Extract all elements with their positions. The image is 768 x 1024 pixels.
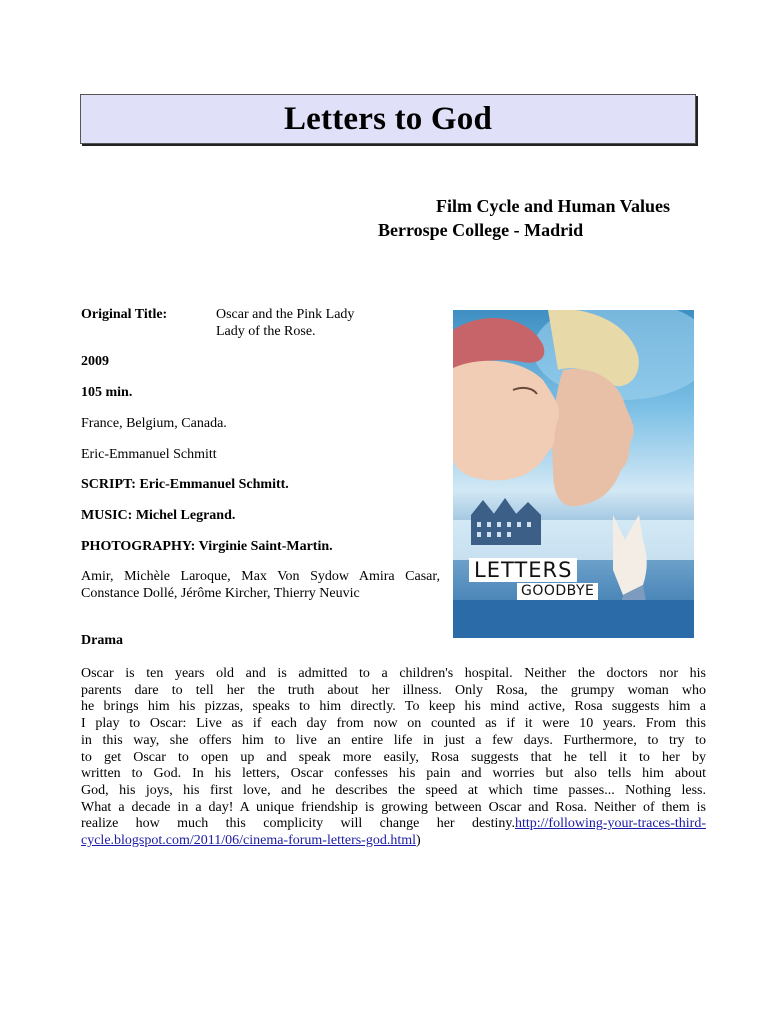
synopsis xyxy=(81,666,706,850)
closing-paren: ) xyxy=(416,833,421,849)
photography-credit xyxy=(81,539,333,555)
page-title: Letters to God xyxy=(283,100,493,137)
synopsis-line: in this way, she offers him to live an entire life in just a few days. Furthermore, to try to xyxy=(81,732,706,748)
poster-title-word-2: GOODBYE xyxy=(517,583,598,600)
script-credit: SCRIPT: Eric-Emmanuel Schmitt. xyxy=(81,477,289,492)
blog-link[interactable]: http://following-your-traces-third-cycle.blogspot.com/2011/06/cinema-forum-letters-god.html xyxy=(81,816,706,849)
synopsis-last-line xyxy=(81,816,706,849)
duration: 105 min. xyxy=(81,385,133,400)
subtitle-program: Film Cycle and Human Values xyxy=(436,196,671,216)
synopsis-line: What a decade in a day! A unique friendship is growing between Oscar and Rosa. Neither of them is xyxy=(81,799,706,815)
poster-title-word-1: LETTERS xyxy=(469,558,577,582)
music-credit: MUSIC: Michel Legrand. xyxy=(81,508,236,523)
synopsis-line: God, his joys, his first love, and he describes the speed at which time passes... Nothing less. xyxy=(81,782,706,798)
original-title-value: Oscar and the Pink Lady xyxy=(216,307,355,322)
year: 2009 xyxy=(81,354,109,369)
original-title-label: Original Title: xyxy=(81,307,168,322)
synopsis-line: Oscar is ten years old and is admitted to a children's hospital. Neither the doctors nor his xyxy=(81,666,706,681)
director: Eric-Emmanuel Schmitt xyxy=(81,447,217,462)
original-title-alt: Lady of the Rose. xyxy=(216,324,316,339)
cast-list: Amir, Michèle Laroque, Max Von Sydow Amira Casar, Constance Dollé, Jérôme Kircher, Thierry Neuvic xyxy=(81,569,440,601)
movie-poster xyxy=(453,310,694,638)
synopsis-line: he brings him his pizzas, speaks to him directly. To keep his mind active, Rosa suggests him a xyxy=(81,699,706,715)
photography-label: PHOTOGRAPHY: xyxy=(81,539,196,554)
photography-value: Virginie Saint-Martin. xyxy=(195,539,333,554)
genre: Drama xyxy=(81,633,123,648)
synopsis-last-text: realize how much this complicity will change her destiny. xyxy=(81,816,515,832)
synopsis-line: I play to Oscar: Live as if each day from now on counted as if it were 10 years. From this xyxy=(81,716,706,732)
title-box xyxy=(80,94,696,144)
synopsis-line: to get Oscar to open up and speak more easily, Rosa suggests that he tell it to her by xyxy=(81,749,706,765)
countries: France, Belgium, Canada. xyxy=(81,416,227,431)
synopsis-line: written to God. In his letters, Oscar confesses his pain and worries but also tells him about xyxy=(81,766,706,782)
subtitle-school: Berrospe College - Madrid xyxy=(378,220,584,240)
synopsis-line: parents dare to tell her the truth about her illness. Only Rosa, the grumpy woman who xyxy=(81,682,706,698)
